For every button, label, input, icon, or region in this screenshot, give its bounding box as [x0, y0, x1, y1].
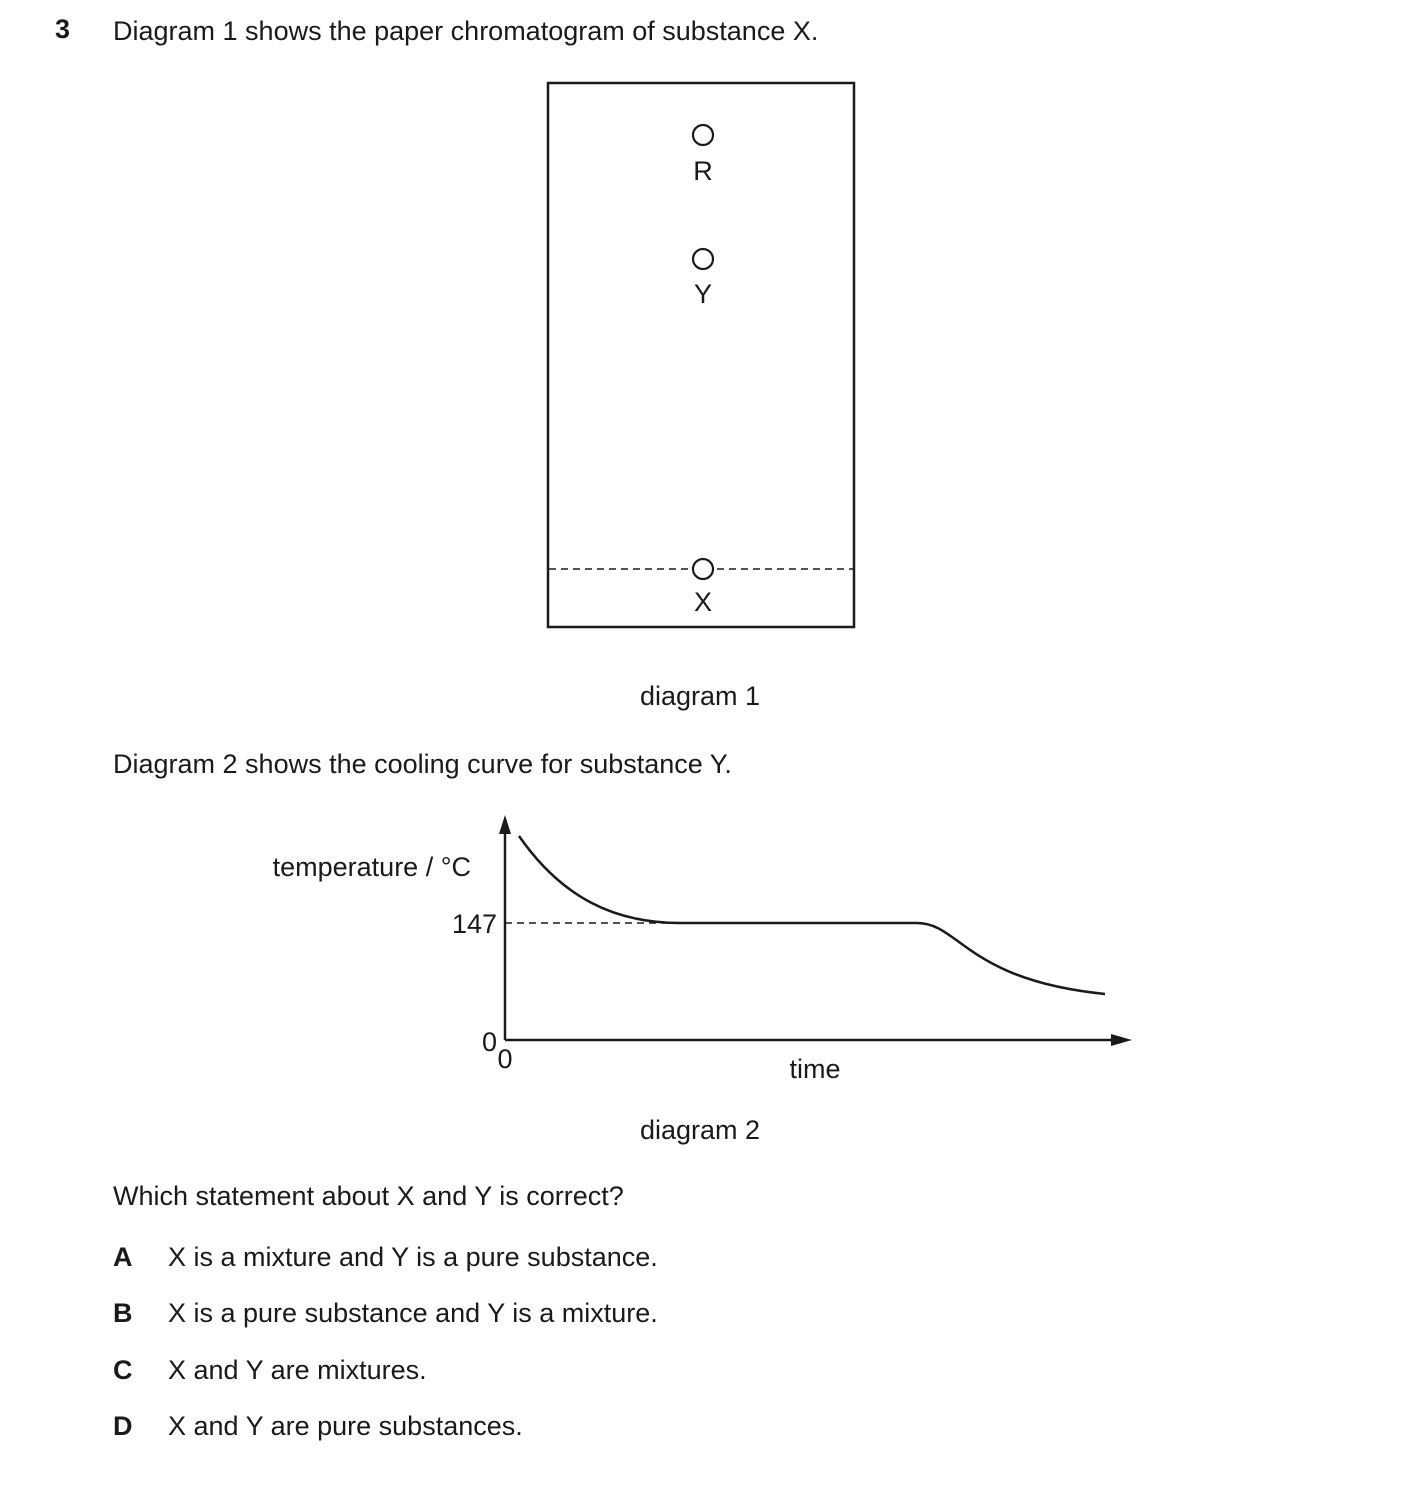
x-axis-label: time — [789, 1054, 841, 1084]
option-letter: B — [113, 1298, 133, 1328]
option-letter: C — [113, 1355, 133, 1385]
option-text: X and Y are pure substances. — [168, 1411, 523, 1441]
y-axis-label: temperature / °C — [272, 852, 471, 882]
x-axis-arrow — [1111, 1034, 1132, 1046]
question-prompt: Which statement about X and Y is correct? — [113, 1181, 624, 1211]
x-origin-label: 0 — [497, 1044, 513, 1074]
answer-option-c[interactable] — [113, 1353, 427, 1387]
answer-option-d[interactable] — [113, 1409, 523, 1443]
option-text: X and Y are mixtures. — [168, 1355, 427, 1385]
y-tick-label-147: 147 — [451, 909, 497, 939]
diagram2-caption: diagram 2 — [639, 1115, 761, 1145]
option-text: X is a pure substance and Y is a mixture. — [168, 1298, 658, 1328]
spot-label-r: R — [693, 156, 713, 186]
diagram2-intro: Diagram 2 shows the cooling curve for substance Y. — [113, 749, 732, 779]
diagram1-caption: diagram 1 — [639, 681, 761, 711]
question-intro: Diagram 1 shows the paper chromatogram of substance X. — [113, 16, 819, 46]
cooling-curve-line — [519, 836, 1105, 994]
spot-label-y: Y — [693, 279, 713, 309]
answer-option-a[interactable] — [113, 1240, 658, 1274]
question-number: 3 — [55, 14, 71, 44]
y-origin-label: 0 — [481, 1027, 497, 1057]
option-letter: A — [113, 1242, 133, 1272]
option-text: X is a mixture and Y is a pure substance. — [168, 1242, 658, 1272]
option-letter: D — [113, 1411, 133, 1441]
answer-option-b[interactable] — [113, 1296, 658, 1330]
spot-label-x: X — [693, 587, 713, 617]
y-axis-arrow — [499, 815, 511, 834]
